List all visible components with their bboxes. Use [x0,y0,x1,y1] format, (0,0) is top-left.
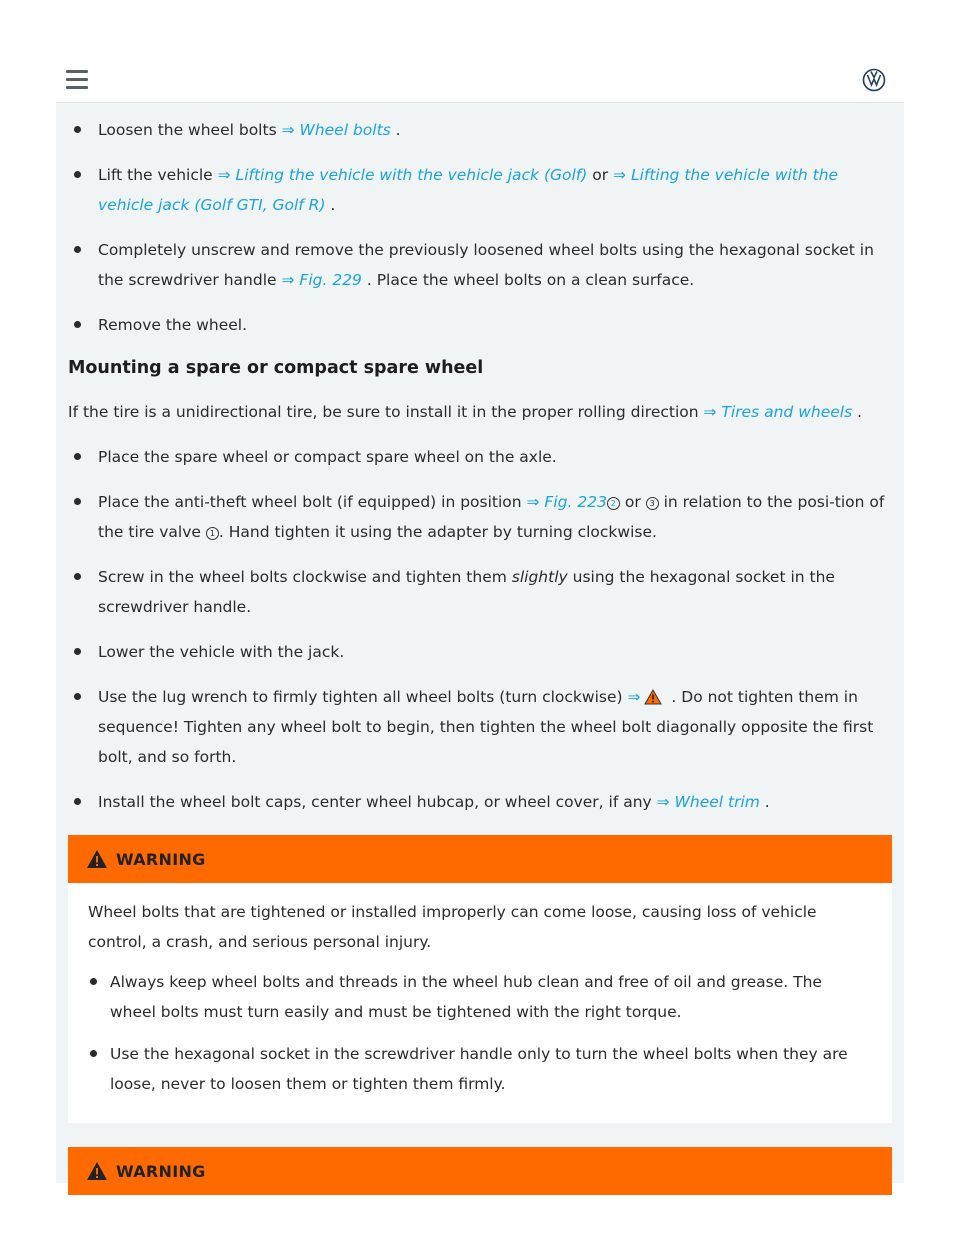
list-item: Install the wheel bolt caps, center wheel hubcap, or wheel cover, if any ⇒ Wheel trim . [68,787,892,817]
list-item: Lower the vehicle with the jack. [68,637,892,667]
tires-wheels-link[interactable]: ⇒ Tires and wheels [703,403,853,421]
warning-header: WARNING [68,1147,892,1195]
list-item: Remove the wheel. [68,310,892,340]
wheel-bolts-link[interactable]: ⇒ Wheel bolts [281,121,391,139]
callout-1: 1 [206,527,219,540]
list-item: Place the spare wheel or compact spare wheel on the axle. [68,442,892,472]
list-item: Lift the vehicle ⇒ Lifting the vehicle with the vehicle jack (Golf) or ⇒ Lifting the vehicle with the vehicle jack (Golf GTI, Golf R) . [68,160,892,220]
list-item: Place the anti-theft wheel bolt (if equipped) in position ⇒ Fig. 223 2 or 3 in relation to the posi-tion of the tire valve 1 . Hand tighten it using the adapter by turning clockwise. [68,487,892,547]
list-item: Always keep wheel bolts and threads in the wheel hub clean and free of oil and grease. The wheel bolts must turn easily and must be tightened with the right torque. [88,967,872,1027]
warning-triangle-icon [86,1161,108,1181]
warning-body [68,883,892,1123]
lifting-golf-gti-link[interactable]: ⇒ Lifting the vehicle with the vehicle jack (Golf GTI, Golf R) [98,166,839,214]
list-item: Use the lug wrench to firmly tighten all wheel bolts (turn clockwise) ⇒ . Do not tighten them in sequence! Tighten any wheel bolt to begin, then tighten the wheel bolt diagonally opposite the first bolt, and so forth. [68,682,892,772]
list-item: Screw in the wheel bolts clockwise and tighten them slightly using the hexagonal socket in the screwdriver handle. [68,562,892,622]
wheel-trim-link[interactable]: ⇒ Wheel trim [656,793,760,811]
warning-triangle-icon [86,849,108,869]
warning-box [68,835,892,1123]
section-title: Mounting a spare or compact spare wheel [68,358,484,378]
top-bar [56,58,904,103]
callout-2: 2 [607,497,620,510]
callout-3: 3 [646,497,659,510]
intro-paragraph: If the tire is a unidirectional tire, be sure to install it in the proper rolling direction ⇒ Tires and wheels . [68,403,863,421]
fig-223-link[interactable]: ⇒ Fig. 223 2 [527,493,620,511]
list-item: Loosen the wheel bolts ⇒ Wheel bolts . [68,115,892,145]
warning-triangle-icon [644,689,662,705]
warning-ref-link[interactable]: ⇒ [627,688,666,706]
vw-logo-icon[interactable] [862,68,886,92]
warning-text: Wheel bolts that are tightened or installed improperly can come loose, causing loss of vehicle control, a crash, and serious personal injury. [88,903,817,951]
fig-229-link[interactable]: ⇒ Fig. 229 [281,271,362,289]
list-item: Completely unscrew and remove the previously loosened wheel bolts using the hexagonal socket in the screwdriver handle ⇒ Fig. 229 . Place the wheel bolts on a clean surface. [68,235,892,295]
hamburger-icon[interactable] [66,70,88,90]
warning-box-2 [68,1147,892,1195]
content-panel [56,103,904,1183]
list-item: Use the hexagonal socket in the screwdriver handle only to turn the wheel bolts when they are loose, never to loosen them or tighten them firmly. [88,1039,872,1099]
lifting-golf-link[interactable]: ⇒ Lifting the vehicle with the vehicle jack (Golf) [217,166,588,184]
warning-header: WARNING [68,835,892,883]
